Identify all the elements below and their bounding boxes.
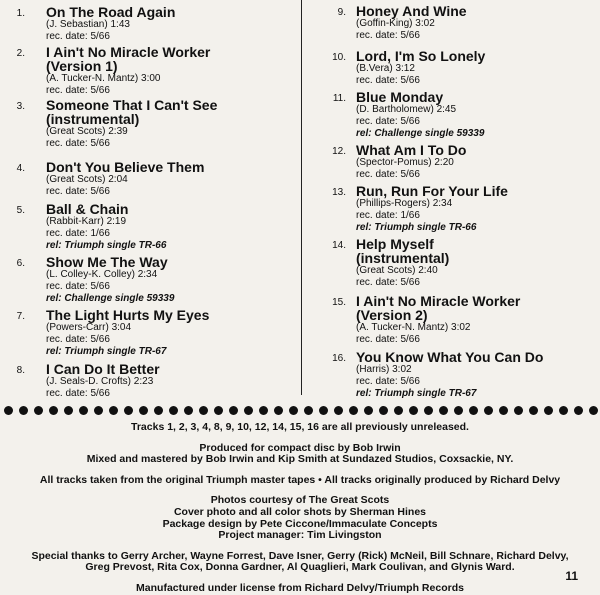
track-rec-date: rec. date: 1/66 (356, 210, 420, 221)
track-title: Show Me The Way (46, 254, 168, 270)
track-writers: (A. Tucker-N. Mantz) (46, 73, 139, 84)
track-writers: (Powers-Carr) (46, 322, 109, 333)
track-title: Honey And Wine (356, 3, 467, 19)
track-writers: (J. Sebastian) (46, 19, 108, 30)
separator-dot (454, 406, 463, 415)
track-number: 7. (16, 311, 25, 322)
track-title: What Am I To Do (356, 142, 467, 158)
track-time: 2:04 (108, 174, 128, 185)
track-credit (356, 265, 449, 277)
track-rec-date: rec. date: 5/66 (356, 169, 420, 180)
track-credit (356, 198, 508, 210)
track-rec-date: rec. date: 5/66 (356, 334, 420, 345)
track-credit (46, 269, 174, 281)
track-title: On The Road Again (46, 4, 176, 20)
track-details (356, 90, 484, 140)
track-rec-date: rec. date: 5/66 (46, 281, 110, 292)
separator-dot (289, 406, 298, 415)
separator-dot (334, 406, 343, 415)
track-details (46, 202, 166, 252)
separator-dot (319, 406, 328, 415)
separator-dot (64, 406, 73, 415)
track-time: 3:02 (415, 18, 435, 29)
separator-dot (109, 406, 118, 415)
track-rec-date: rec. date: 5/66 (356, 277, 420, 288)
credits-line: Mixed and mastered by Bob Irwin and Kip Smith at Sundazed Studios, Coxsackie, NY. (86, 453, 514, 466)
track-title: (instrumental) (46, 111, 140, 127)
page-number: 11 (565, 569, 578, 583)
track-details (46, 5, 175, 43)
track-details (356, 350, 543, 400)
separator-dot (439, 406, 448, 415)
track-time: 2:39 (108, 126, 128, 137)
track-time: 2:34 (432, 198, 453, 209)
track-number: 11. (332, 93, 346, 104)
track-time: 3:02 (451, 322, 471, 333)
track-title: Don't You Believe Them (46, 159, 205, 175)
track-credit (46, 73, 210, 85)
track-details (356, 237, 449, 289)
separator-dot (304, 406, 313, 415)
track-number: 5. (16, 205, 25, 216)
separator-dot (184, 406, 193, 415)
track-details (46, 98, 217, 150)
track-rec-date: rec. date: 5/66 (356, 30, 420, 41)
track-credit (356, 104, 484, 116)
track-number: 6. (16, 258, 25, 269)
separator-dot (229, 406, 238, 415)
track-credit (46, 19, 175, 31)
track-rec-date: rec. date: 5/66 (46, 138, 110, 149)
track-credit (356, 18, 467, 30)
track-credit (46, 376, 160, 388)
separator-dot (214, 406, 223, 415)
separator-dot (364, 406, 373, 415)
separator-dot (424, 406, 433, 415)
track-number: 4. (16, 163, 25, 174)
credits-line: Produced for compact disc by Bob Irwin (199, 441, 401, 454)
track-time: 2:23 (133, 376, 154, 387)
track-credit (46, 322, 209, 334)
track-time: 2:20 (434, 157, 454, 168)
separator-dot (49, 406, 58, 415)
track-writers: (Great Scots) (46, 174, 106, 185)
credits-line: Manufactured under license from Richard Delvy/Triumph Records (136, 581, 464, 594)
track-writers: (Great Scots) (356, 265, 416, 276)
track-number: 12. (332, 146, 346, 157)
separator-dot (274, 406, 283, 415)
track-rec-date: rec. date: 1/66 (46, 228, 110, 239)
separator-dot (139, 406, 148, 415)
track-rec-date: rec. date: 5/66 (46, 85, 110, 96)
track-credit (46, 216, 166, 228)
track-writers: (Goffin-King) (356, 18, 413, 29)
track-number: 13. (332, 187, 346, 198)
separator-dot (409, 406, 418, 415)
track-release: rel: Triumph single TR-67 (46, 346, 167, 357)
track-details (46, 45, 210, 97)
separator-dot (259, 406, 268, 415)
track-number: 10. (332, 52, 346, 63)
separator-dot (559, 406, 568, 415)
track-details (356, 49, 485, 87)
separator-dot (154, 406, 163, 415)
track-credit (356, 322, 520, 334)
separator-dot (589, 406, 598, 415)
separator-dot (394, 406, 403, 415)
separator-dot (79, 406, 88, 415)
track-time: 3:02 (392, 364, 412, 375)
track-release: rel: Triumph single TR-67 (356, 388, 477, 399)
separator-dot (574, 406, 583, 415)
track-time: 3:00 (141, 73, 161, 84)
separator-dot (499, 406, 508, 415)
track-title: (Version 2) (356, 307, 428, 323)
credits-line: Special thanks to Gerry Archer, Wayne Forrest, Dave Isner, Gerry (Rick) McNeil, Bill Schnare, Richard Delvy, (31, 549, 569, 562)
track-details (46, 362, 160, 400)
track-writers: (Great Scots) (46, 126, 106, 137)
separator-dot (379, 406, 388, 415)
track-number: 14. (332, 240, 346, 251)
separator-dot (94, 406, 103, 415)
credits-line: Cover photo and all color shots by Sherman Hines (173, 505, 427, 518)
track-title: I Ain't No Miracle Worker (46, 44, 211, 60)
separator-dot (349, 406, 358, 415)
track-number: 1. (16, 8, 25, 19)
track-release: rel: Challenge single 59339 (46, 293, 175, 304)
track-details (46, 255, 174, 305)
track-writers: (Spector-Pomus) (356, 157, 432, 168)
track-number: 3. (16, 101, 25, 112)
track-title: I Ain't No Miracle Worker (356, 293, 521, 309)
track-details (46, 160, 204, 198)
separator-dot (244, 406, 253, 415)
track-time: 2:40 (418, 265, 438, 276)
track-rec-date: rec. date: 5/66 (356, 376, 420, 387)
separator-dot (4, 406, 13, 415)
track-release: rel: Challenge single 59339 (356, 128, 485, 139)
track-time: 1:43 (110, 19, 130, 30)
track-number: 8. (16, 365, 25, 376)
track-writers: (D. Bartholomew) (356, 104, 434, 115)
track-time: 3:04 (111, 322, 132, 333)
separator-dot (169, 406, 178, 415)
separator-dot (514, 406, 523, 415)
track-release: rel: Triumph single TR-66 (356, 222, 477, 233)
column-divider (301, 0, 302, 395)
track-title: Someone That I Can't See (46, 97, 218, 113)
track-credit (356, 157, 466, 169)
track-credit (356, 364, 543, 376)
track-title: Lord, I'm So Lonely (356, 48, 486, 64)
track-writers: (J. Seals-D. Crofts) (46, 376, 132, 387)
credits-line: Tracks 1, 2, 3, 4, 8, 9, 10, 12, 14, 15, 16 are all previously unreleased. (131, 421, 469, 433)
track-title: Help Myself (356, 236, 434, 252)
dotted-separator (4, 406, 596, 416)
track-title: The Light Hurts My Eyes (46, 307, 210, 323)
track-rec-date: rec. date: 5/66 (46, 334, 110, 345)
track-title: Ball & Chain (46, 201, 129, 217)
track-rec-date: rec. date: 5/66 (46, 31, 110, 42)
track-title: (instrumental) (356, 250, 450, 266)
track-number: 9. (337, 7, 346, 18)
track-writers: (L. Colley-K. Colley) (46, 269, 135, 280)
credits-block (0, 422, 600, 595)
separator-dot (544, 406, 553, 415)
track-details (356, 4, 467, 42)
credits-line: Package design by Pete Ciccone/Immaculate Concepts (162, 517, 438, 530)
track-writers: (Rabbit-Karr) (46, 216, 104, 227)
track-credit (356, 63, 485, 75)
track-details (356, 143, 466, 181)
track-title: You Know What You Can Do (356, 349, 544, 365)
track-credit (46, 174, 204, 186)
track-time: 2:19 (106, 216, 127, 227)
track-title: Run, Run For Your Life (356, 183, 508, 199)
track-writers: (A. Tucker-N. Mantz) (356, 322, 449, 333)
track-rec-date: rec. date: 5/66 (356, 75, 420, 86)
separator-dot (19, 406, 28, 415)
track-credit (46, 126, 217, 138)
track-time: 3:12 (395, 63, 415, 74)
track-release: rel: Triumph single TR-66 (46, 240, 167, 251)
track-rec-date: rec. date: 5/66 (46, 388, 110, 399)
separator-dot (199, 406, 208, 415)
track-number: 2. (16, 48, 25, 59)
track-number: 15. (332, 297, 346, 308)
track-writers: (Phillips-Rogers) (356, 198, 430, 209)
track-title: Blue Monday (356, 89, 444, 105)
credits-line: Photos courtesy of The Great Scots (210, 494, 390, 507)
separator-dot (469, 406, 478, 415)
separator-dot (484, 406, 493, 415)
track-title: (Version 1) (46, 58, 118, 74)
track-time: 2:45 (436, 104, 457, 115)
separator-dot (34, 406, 43, 415)
track-rec-date: rec. date: 5/66 (46, 186, 110, 197)
credits-line: Project manager: Tim Livingston (218, 529, 382, 542)
track-details (46, 308, 209, 358)
separator-dot (529, 406, 538, 415)
track-details (356, 294, 520, 346)
track-writers: (Harris) (356, 364, 390, 375)
track-number: 16. (332, 353, 346, 364)
track-title: I Can Do It Better (46, 361, 160, 377)
track-time: 2:34 (137, 269, 158, 280)
credits-line: All tracks taken from the original Triumph master tapes • All tracks originally produced by Richard Delvy (39, 473, 561, 486)
track-rec-date: rec. date: 5/66 (356, 116, 420, 127)
track-writers: (B.Vera) (356, 63, 393, 74)
credits-line: Greg Prevost, Rita Cox, Donna Gardner, Al Quaglieri, Mark Coulivan, and Glynis Ward. (85, 561, 515, 574)
track-details (356, 184, 508, 234)
separator-dot (124, 406, 133, 415)
